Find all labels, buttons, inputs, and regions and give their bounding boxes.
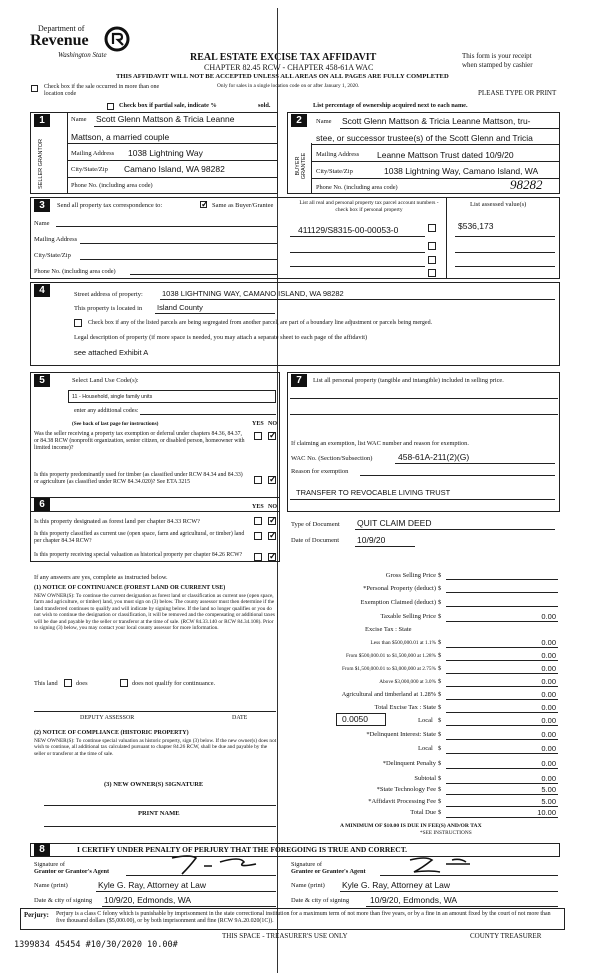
s5-q2: Is this property predominantly used for timber (as classified under RCW 84.34 and 84.33) or agriculture (as classified under RCW 84.34.020)? See ETA 3215 [34,472,243,485]
treasurer-space-label: THIS SPACE - TREASURER'S USE ONLY [222,932,348,940]
dept-logo-text: Revenue [30,32,89,49]
only-for-sales: Only for sales in a single location code on or after January 1, 2020. [217,83,360,89]
s5-q2-no[interactable] [268,476,276,484]
dept-line1: Department of [38,24,85,33]
partial-sale-label: Check box if partial sale, indicate % [119,102,217,109]
tax-row-label: From $500,000.01 to $1,500,000 at 1.28% [345,653,436,659]
tax-row-label: From $1,500,000.01 to $3,000,000 at 2.75% [341,666,436,672]
section3-number: 3 [34,199,50,212]
seller-mailing-label: Mailing Address [71,150,115,157]
print-name-label: PRINT NAME [138,810,180,817]
street-value: 1038 LIGHTNING WAY, CAMANO ISLAND, WA 98282 [162,289,344,298]
total-due-value: 10.00 [537,808,556,817]
section5-number: 5 [34,374,50,387]
seller-mailing: 1038 Lightning Way [128,148,203,158]
s5-q1-no[interactable] [268,432,276,440]
local-rate-value: 0.0050 [342,714,368,724]
sold-label: sold. [258,102,271,109]
receipt-note-2: when stamped by cashier [462,61,533,69]
s5-q1-yes[interactable] [254,432,262,440]
same-as-buyer-label: Same as Buyer/Grantee [212,202,274,209]
grantor-name-label: Name (print) [34,882,68,889]
see-back-label: (See back of last page for instructions) [72,421,159,427]
street-label: Street address of property: [74,291,143,298]
s6-q3-yes[interactable] [254,553,262,561]
tax-row-label: Total Excise Tax : State [374,704,436,711]
seller-section-number: 1 [34,114,50,127]
multi-location-label: Check box if the sale occurred in more than one location code [44,84,160,97]
s6-q3: Is this property receiving special valuation as historical property per chapter 84.26 RCW? [34,552,243,558]
notice2-body: NEW OWNER(S): To continue special valuation as historic property, sign (3) below. If the new owner(s) does not wish to continue, all additional tax calculated pursuant to chapter 84.26 RCW, shall be due and payable by the seller or transferor at the time of sale. [34,738,277,757]
reason-value: TRANSFER TO REVOCABLE LIVING TRUST [296,488,451,497]
s6-q3-no[interactable] [268,553,276,561]
s6-q2: Is this property classified as current use (open space, farm and agricultural, or timber) land per chapter 84.34 RCW? [34,531,245,544]
exhibit-value: see attached Exhibit A [74,348,149,357]
buyer-city: 1038 Lightning Way, Camano Island, WA [384,166,539,176]
tax-row-label: *Personal Property (deduct) [363,585,436,592]
doc-date-value: 10/9/20 [357,535,386,545]
tax-row-label: *Delinquent Interest: State [366,731,436,738]
s5-q1: Was the seller receiving a property tax exemption or deferral under chapters 84.36, 84.37, or 84.38 RCW (nonprofit organization, senior citizen, or disabled person, homeowner with limited income)? [34,431,245,451]
exemption-claim-label: If claiming an exemption, list WAC number and reason for exemption. [291,440,469,447]
notice1-title: (1) NOTICE OF CONTINUANCE (FOREST LAND OR CURRENT USE) [34,585,226,591]
s3-mailing-label: Mailing Address [34,236,78,243]
seller-side-label: SELLER GRANTOR [38,138,44,190]
does-not-label: does not qualify for continuance. [132,680,216,687]
tax-row-label: Less than $500,000.01 at 1.1% [370,640,436,646]
tax-row-label: Taxable Selling Price [380,613,436,620]
dept-state: Washington State [58,51,107,59]
grantee-date-city-label: Date & city of signing [291,897,350,904]
correspondence-label: Send all property tax correspondence to: [57,202,163,209]
see-instructions: *SEE INSTRUCTIONS [420,830,472,836]
tax-row-label: *Affidavit Processing Fee [368,798,436,805]
doc-type-value: QUIT CLAIM DEED [357,518,432,528]
grantee-date-city-value: 10/9/20, Edmonds, WA [370,895,458,905]
tax-row-label: Agricultural and timberland at 1.28% [341,691,436,698]
s3-name-label: Name [34,220,50,227]
tax-row-label: *State Technology Fee [376,786,436,793]
tax-row-label: Local [418,745,433,752]
buyer-section-number: 2 [291,114,307,127]
seller-phone-label: Phone No. (including area code) [71,182,153,189]
s3-city-label: City/State/Zip [34,252,71,259]
grantee-sig-label2: Grantee or Grantee's Agent [291,868,366,875]
tax-row-label: Total Due [410,809,436,816]
land-use-label: Select Land Use Code(s): [72,377,139,384]
seller-city: Camano Island, WA 98282 [124,164,225,174]
doc-date-label: Date of Document [291,537,340,544]
county-treasurer-label: COUNTY TREASURER [470,932,542,940]
seller-city-label: City/State/Zip [71,166,108,173]
grantor-name-value: Kyle G. Ray, Attorney at Law [98,880,207,890]
buyer-name-line2: stee, or successor trustee(s) of the Scott Glenn and Tricia [316,133,533,143]
doc-type-label: Type of Document [291,521,340,528]
grantee-name-value: Kyle G. Ray, Attorney at Law [342,880,451,890]
grantee-sig-label1: Signature of [291,861,322,868]
segregated-label: Check box if any of the listed parcels are being segregated from another parcel, are part of a boundary line adjustment or parcels being merged. [88,320,433,326]
buyer-mailing-label: Mailing Address [316,151,360,158]
revenue-logo-icon [104,26,130,52]
form-title: REAL ESTATE EXCISE TAX AFFIDAVIT [190,52,377,63]
s6-q1: Is this property designated as forest land per chapter 84.33 RCW? [34,518,200,525]
segregated-checkbox[interactable] [74,319,82,327]
tax-row-label: Exemption Claimed (deduct) [360,599,436,606]
receipt-note-1: This form is your receipt [462,52,532,60]
seller-name-line1: Scott Glenn Mattson & Tricia Leanne [96,114,235,124]
partial-sale-checkbox[interactable] [107,103,114,110]
minimum-note: A MINIMUM OF $10.00 IS DUE IN FEE(S) AND/OR TAX [340,823,482,829]
additional-codes-label: enter any additional codes: [74,408,139,414]
s5-no-header: NO [268,421,277,427]
s3-phone-label: Phone No. (including area code) [34,268,116,275]
perjury-label: Perjury: [24,912,49,919]
parcel-personal-checkbox-3[interactable] [428,256,436,264]
s6-q2-yes[interactable] [254,532,262,540]
grantee-name-label: Name (print) [291,882,325,889]
does-not-checkbox[interactable] [120,679,128,687]
s6-yes-header: YES [252,504,264,510]
grantor-date-city-value: 10/9/20, Edmonds, WA [104,895,192,905]
multi-location-checkbox[interactable] [31,85,38,92]
s6-no-header: NO [268,504,277,510]
personal-property-label: List all personal property (tangible and intangible) included in selling price. [313,377,504,384]
buyer-name-line1: Scott Glenn Mattson & Tricia Leanne Mattson, tru- [342,116,531,126]
county-label: This property is located in [74,305,143,312]
grantor-sig-label1: Signature of [34,861,65,868]
county-value: Island County [157,303,203,312]
parcel-header: List all real and personal property tax parcel account numbers - check box if personal property [299,200,439,213]
assessed-header: List assessed value(s) [470,201,527,208]
s6-q1-yes[interactable] [254,517,262,525]
parcel-personal-checkbox-4[interactable] [428,269,436,277]
buyer-side-label: BUYER GRANTEE [295,152,307,180]
land-use-value: 11 - Household, single family units [72,394,153,400]
grantor-date-city-label: Date & city of signing [34,897,93,904]
buyer-zip-handwritten: 98282 [510,177,543,192]
parcel-personal-checkbox-2[interactable] [428,242,436,250]
s6-if-yes: If any answers are yes, complete as instructed below. [34,574,168,581]
tax-row-label: *Delinquent Penalty [382,760,436,767]
print-note: PLEASE TYPE OR PRINT [478,89,557,97]
s6-q1-no[interactable] [268,517,276,525]
tax-row-label: Gross Selling Price [385,572,436,579]
buyer-name-label: Name [316,118,332,125]
notice1-body: NEW OWNER(S): To continue the current designation as forest land or classification as current use (open space, farm and agriculture, or timber) land, you must sign on (3) below. The county assessor must then determine if the land transferred continues to qualify and will indicate by signing below. If the land no longer qualifies or you do not wish to continue the designation or classification, it will be removed and the compensating or additional taxes will be due and payable by the seller or transferor at the time of sale. (RCW 84.33.140 or RCW 84.34.108). Prior to signing (3) below, you may contact your local county assessor for more information. [34,593,275,632]
certify-statement: I CERTIFY UNDER PENALTY OF PERJURY THAT THE FOREGOING IS TRUE AND CORRECT. [77,845,408,854]
tax-row-label: Above $3,000,000 at 3.0% [379,679,436,685]
taxable-price-value: 0.00 [541,612,556,621]
section6-header-box [30,497,280,512]
parcel-personal-checkbox-1[interactable] [428,224,436,232]
s5-q2-yes[interactable] [254,476,262,484]
wac-value: 458-61A-211(2)(G) [398,452,470,462]
parcel-number: 411129/S8315-00-00053-0 [298,225,399,235]
cashier-stamp: 1399834 45454 #10/30/2020 10.00# [14,940,178,950]
ownership-pct-label: List percentage of ownership acquired next to each name. [313,102,468,109]
buyer-city-label: City/State/Zip [316,168,353,175]
this-land-label: This land [34,680,58,687]
grantor-sig-label2: Grantor or Grantor's Agent [34,868,110,875]
assessed-value: $536,173 [458,221,494,231]
buyer-mailing: Leanne Mattson Trust dated 10/9/20 [377,150,514,160]
tax-row-label: Excise Tax : State [365,626,412,633]
buyer-phone-label: Phone No. (including area code) [316,184,398,191]
does-label: does [76,680,88,687]
form-warning: THIS AFFIDAVIT WILL NOT BE ACCEPTED UNLESS ALL AREAS ON ALL PAGES ARE FULLY COMPLETED [116,73,449,80]
s5-yes-header: YES [252,421,264,427]
form-chapter: CHAPTER 82.45 RCW - CHAPTER 458-61A WAC [204,63,374,72]
section6-number: 6 [34,498,50,511]
does-checkbox[interactable] [64,679,72,687]
notice2-title: (2) NOTICE OF COMPLIANCE (HISTORIC PROPERTY) [34,730,189,736]
new-owner-signature-label: (3) NEW OWNER(S) SIGNATURE [104,781,204,788]
s6-q2-no[interactable] [268,532,276,540]
reason-label: Reason for exemption [291,468,349,475]
seller-name-line2: Mattson, a married couple [71,132,170,142]
same-as-buyer-checkbox[interactable] [200,201,207,208]
section8-number: 8 [34,843,50,856]
legal-label: Legal description of property (if more space is needed, you may attach a separate sheet to each page of the affidavit) [74,334,368,341]
section4-number: 4 [34,284,50,297]
perjury-text: Perjury is a class C felony which is punishable by imprisonment in the state correctional institution for a maximum term of not more than five years, or by a fine in an amount fixed by the court of not more than five thousand dollars ($5,000.00), or by both imprisonment and fine (RCW 9A.20.020(1C)). [56,911,551,924]
tax-row-label: Local [418,717,433,724]
wac-label: WAC No. (Section/Subsection) [291,455,373,462]
deputy-date-label: DATE [232,715,248,721]
deputy-assessor-label: DEPUTY ASSESSOR [80,715,135,721]
tax-row-label: Subtotal [414,775,436,782]
seller-name-label: Name [71,116,87,123]
section7-number: 7 [291,374,307,387]
